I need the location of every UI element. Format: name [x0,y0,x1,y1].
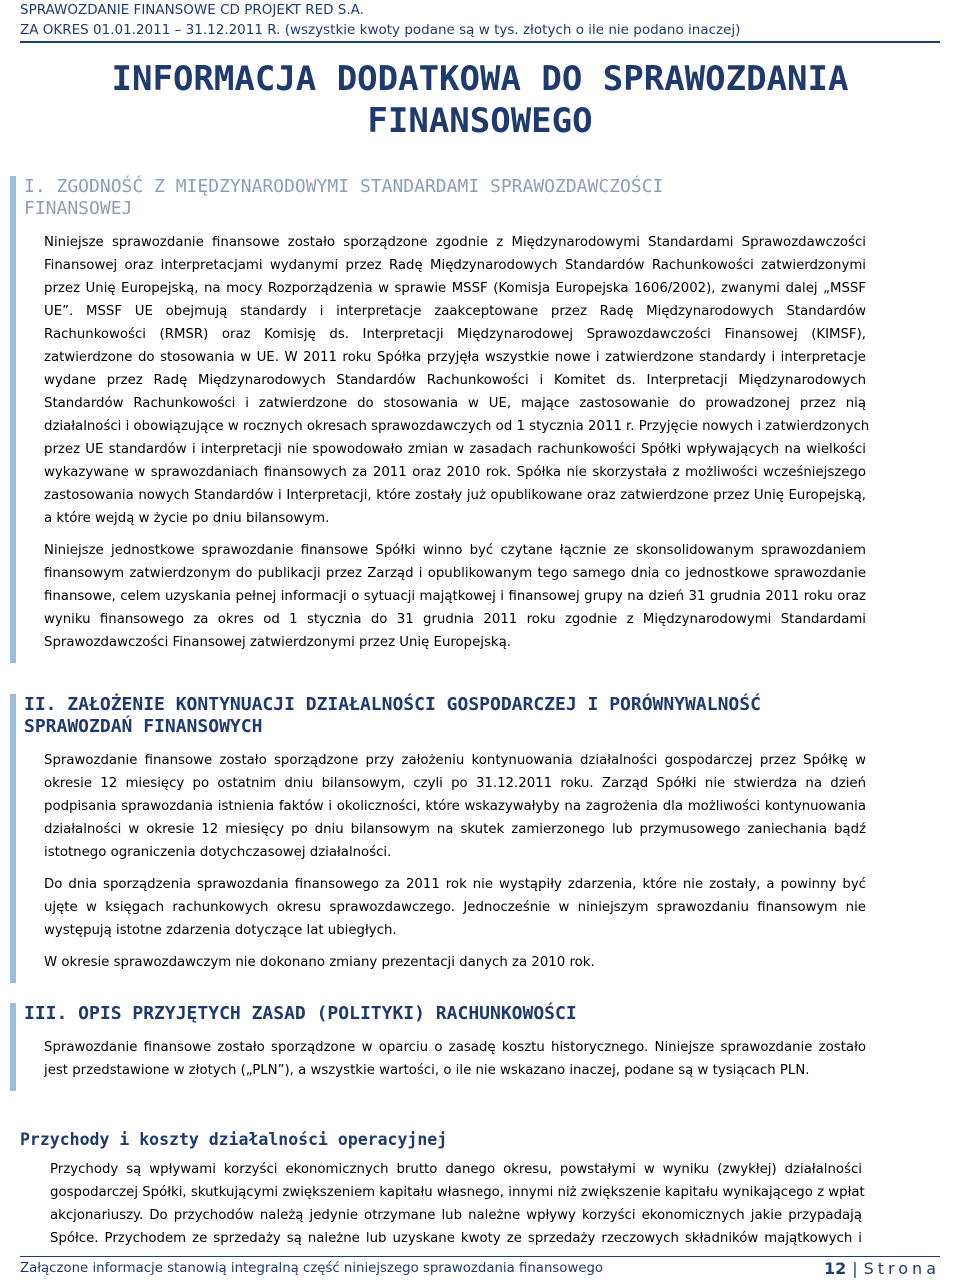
text-line: wydane przez Radę Międzynarodowych Standardów Rachunkowości i Komitet ds. Interpretacji Międzynarodowych [44,373,866,388]
section-heading-line: I. ZGODNOŚĆ Z MIĘDZYNARODOWYMI STANDARDAMI SPRAWOZDAWCZOŚCI [24,176,664,197]
paragraph [44,1036,866,1082]
text-line: Standardów Rachunkowości i zatwierdzone do stosowania w UE, mające zastosowanie do prowadzonej przez nią [44,396,866,411]
section-body [44,1036,866,1082]
paragraph [44,231,870,530]
section-body [44,749,866,974]
text-line: okresie 12 miesięcy po ostatnim dniu bilansowym, czyli po 31.12.2011 roku. Zarząd Spółki nie stwierdza na dzień [44,776,866,791]
text-line: gospodarczej Spółki, skutkującymi zwiększeniem kapitału własnego, innymi niż zwiększenie kapitału wynikającego z wpłat [50,1185,865,1200]
page-separator: | [852,1259,858,1278]
text-line: Sprawozdanie finansowe zostało sporządzone przy założeniu kontynuowania działalności gospodarczej przez Spółkę w [44,753,866,768]
page-footer [20,1256,940,1278]
paragraph [50,1158,865,1250]
text-line: akcjonariuszy. Do przychodów należą jedynie otrzymane lub należne wpływy korzyści ekonomicznych jakie przypadają [50,1208,862,1223]
paragraph [44,873,866,942]
text-line: podpisania sprawozdania istnienia faktów i okoliczności, które wskazywałyby na zagrożenia dla możliwości kontynuowania [44,799,866,814]
text-line: Przychody są wpływami korzyści ekonomicznych brutto danego okresu, powstałymi w wyniku (zwykłej) działalności [50,1162,862,1177]
section-heading [24,176,924,220]
text-line: finansowe, celem uzyskania pełnej informacji o sytuacji majątkowej i finansowej grupy na dzień 31 grudnia 2011 roku oraz [44,589,866,604]
section-body [44,231,870,654]
text-line: przez Unię Europejską, na mocy Rozporządzenia w sprawie MSSF (Komisja Europejska 1606/2002), zwanymi dalej „MSSF [44,281,866,296]
text-line: przez UE standardów i interpretacji nie spowodowało zmian w zasadach rachunkowości Spółki wpływających na wielkości [44,442,866,457]
text-line: Rachunkowości (RMSR) oraz Komisję ds. Interpretacji Międzynarodowej Sprawozdawczości Finansowej (KIMSF), [44,327,866,342]
text-line: Sprawozdawczości Finansowej zatwierdzonymi przez Unię Europejską. [44,635,511,650]
text-line: istotnego ograniczenia dotychczasowej działalności. [44,845,392,860]
text-line: finansowym zatwierdzonym do publikacji przez Zarząd i opublikowanym tego samego dnia co jednostkowe sprawozdanie [44,566,866,581]
text-line: wyniku finansowego za okres od 1 stycznia do 31 grudnia 2011 roku zgodnie z Międzynarodowymi Standardami [44,612,866,627]
section-heading-line: SPRAWOZDAŃ FINANSOWYCH [24,716,263,737]
text-line: Niniejsze jednostkowe sprawozdanie finansowe Spółki winno być czytane łącznie ze skonsolidowanym sprawozdaniem [44,543,866,558]
header-period-line: ZA OKRES 01.01.2011 – 31.12.2011 R. (wszystkie kwoty podane są w tys. złotych o ile nie podano inaczej) [20,22,741,38]
section-going-concern [10,694,924,983]
section-heading [24,694,924,738]
page-header [20,0,940,43]
section-heading-line: FINANSOWEJ [24,198,133,219]
paragraph [44,951,866,974]
subsection-body [50,1158,865,1259]
page-number: 12 [823,1259,847,1278]
text-line: Spółce. Przychodem ze sprzedaży są należne lub uzyskane kwoty ze sprzedaży rzeczowych składników majątkowych i [50,1231,862,1246]
document-title [20,58,940,142]
text-line: Do dnia sporządzenia sprawozdania finansowego za 2011 rok nie wystąpiły zdarzenia, które nie zostały, a powinny być [44,877,866,892]
section-heading-line: II. ZAŁOŻENIE KONTYNUACJI DZIAŁALNOŚCI GOSPODARCZEJ I PORÓWNYWALNOŚĆ [24,694,761,715]
text-line: działalności w okresie 12 miesięcy po dniu bilansowym na skutek zamierzonego lub przymusowego zaniechania bądź [44,822,866,837]
text-line: jest przedstawione w złotych („PLN”), a wszystkie wartości, o ile nie wskazano inaczej, podane są w tysiącach PLN. [44,1063,810,1078]
text-line: Niniejsze sprawozdanie finansowe zostało sporządzone zgodnie z Międzynarodowymi Standardami Sprawozdawczości [44,235,866,250]
text-line: Finansowej oraz interpretacjami wydanymi przez Radę Międzynarodowych Standardów Rachunkowości zatwierdzonymi [44,258,866,273]
text-line: wykazywane w sprawozdaniach finansowych za 2011 oraz 2010 rok. Spółka nie skorzystała z możliwości wcześniejszego [44,465,866,480]
header-company-line: SPRAWOZDANIE FINANSOWE CD PROJEKT RED S.A. [20,2,364,18]
page-indicator [824,1259,940,1278]
document-title-line-2: FINANSOWEGO [367,101,593,141]
text-line: ujęte w księgach rachunkowych okresu sprawozdawczego. Jednocześnie w niniejszym sprawozdaniu finansowym nie [44,900,866,915]
section-heading-line: III. OPIS PRZYJĘTYCH ZASAD (POLITYKI) RACHUNKOWOŚCI [24,1003,577,1024]
text-line: zastosowania nowych Standardów i Interpretacji, które zostały już opublikowane oraz zatwierdzone przez Unię Europejską, [44,488,866,503]
text-line: występują istotne zdarzenia dotyczące lat ubiegłych. [44,923,397,938]
document-title-line-1: INFORMACJA DODATKOWA DO SPRAWOZDANIA [111,59,849,99]
text-line: zatwierdzone do stosowania w UE. W 2011 roku Spółka przyjęła wszystkie nowe i zatwierdzone standardy i interpretacje [44,350,866,365]
page-word: Strona [863,1259,940,1278]
text-line: W okresie sprawozdawczym nie dokonano zmiany prezentacji danych za 2010 rok. [44,955,595,970]
text-line: a które wejdą w życie po dniu bilansowym. [44,511,330,526]
subsection-heading: Przychody i koszty działalności operacyjnej [20,1130,448,1149]
section-heading [24,1003,924,1025]
text-line: Sprawozdanie finansowe zostało sporządzone w oparciu o zasadę kosztu historycznego. Niniejsze sprawozdanie zostało [44,1040,866,1055]
section-compliance [10,176,924,663]
text-line: UE”. MSSF UE obejmują standardy i interpretacje zaakceptowane przez Radę Międzynarodowych Standardów [44,304,866,319]
text-line: działalności i obowiązujące w rocznych okresach sprawozdawczych od 1 stycznia 2011 r. Przyjęcie nowych i zatwierdzonych [44,419,870,434]
paragraph [44,539,866,654]
paragraph [44,749,866,864]
footer-note: Załączone informacje stanowią integralną część niniejszego sprawozdania finansowego [20,1261,604,1276]
section-accounting-policies [10,1003,924,1091]
